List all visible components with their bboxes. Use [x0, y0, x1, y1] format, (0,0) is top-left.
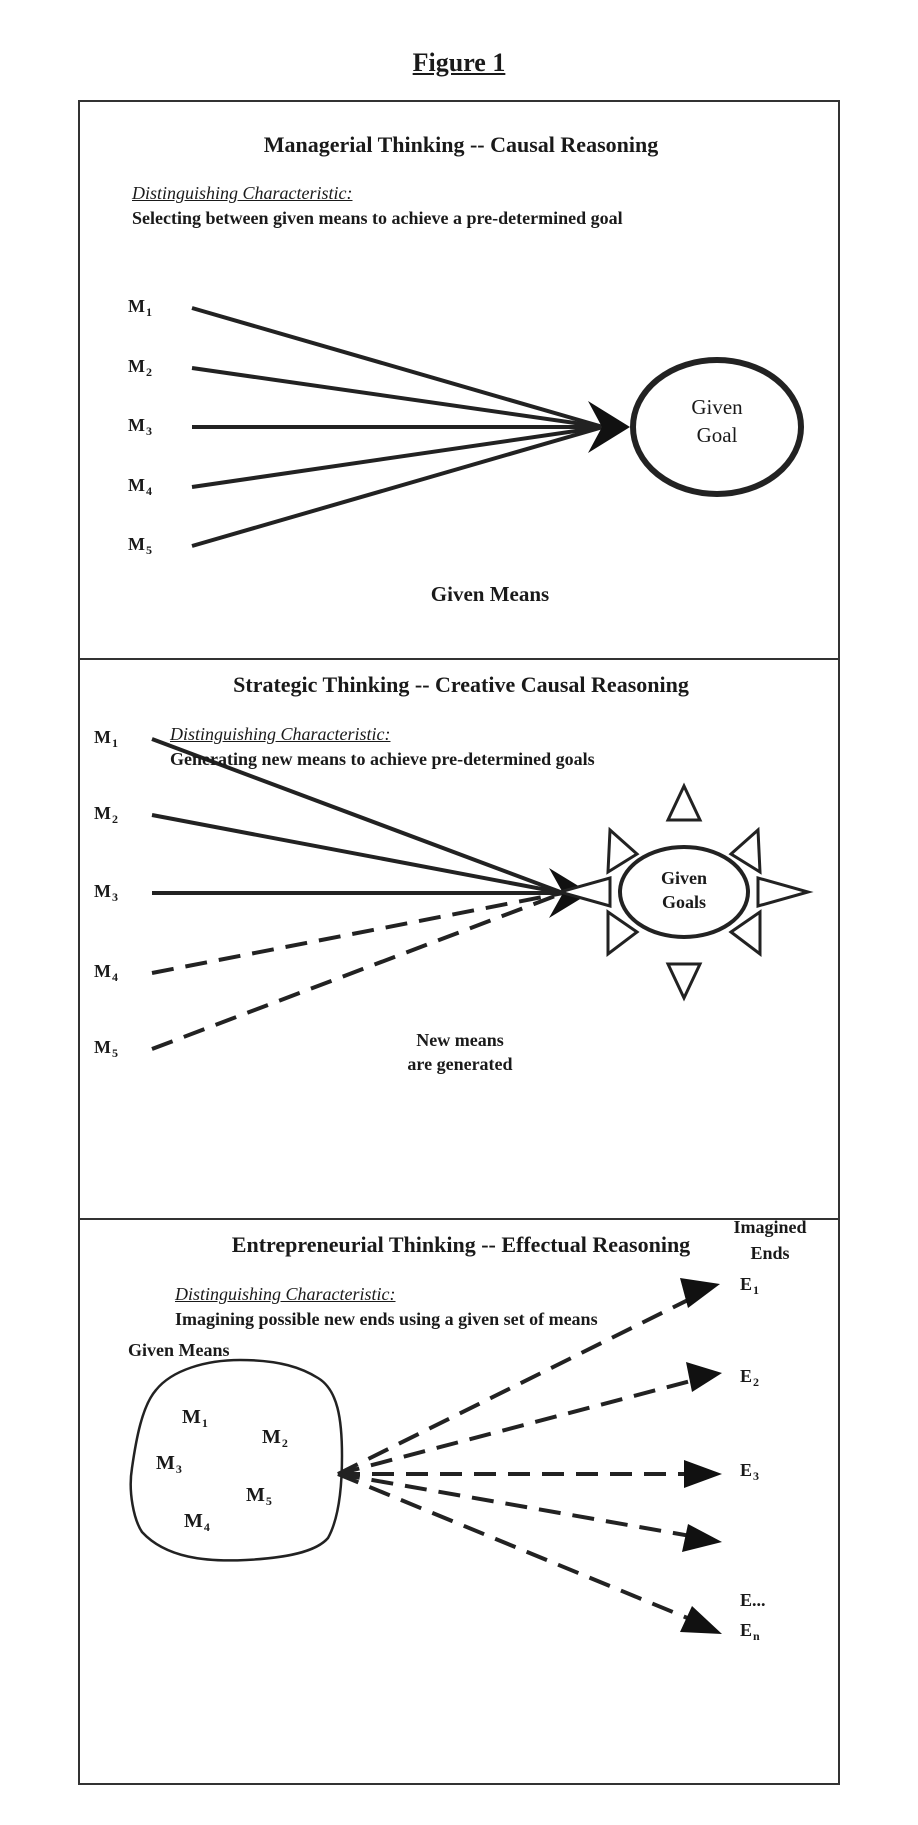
figure-title: Figure 1 — [412, 48, 506, 77]
mean-label-5: $M_5$ — [94, 1037, 118, 1060]
arrow-e4 — [338, 1474, 702, 1538]
arrow-en — [338, 1474, 702, 1624]
arrowheads — [680, 1278, 722, 1634]
arrowhead-e1 — [680, 1278, 720, 1308]
arrowhead-e2 — [686, 1362, 722, 1392]
ray-bottom — [668, 964, 700, 998]
mean-line-2 — [192, 368, 603, 427]
panel-title: Strategic Thinking -- Creative Causal Reasoning — [233, 672, 689, 697]
new-means-caption: New means are generated — [407, 1030, 513, 1074]
end-label-1: $E_1$ — [740, 1274, 760, 1297]
mean-label-3: $M_3$ — [128, 415, 152, 438]
given-means-label: Given Means — [128, 1340, 230, 1360]
arrow-e2 — [338, 1378, 702, 1474]
characteristic-label: Distinguishing Characteristic: — [175, 1284, 396, 1304]
effectual-diagram — [80, 1220, 842, 1787]
goals-label: Given Goals — [660, 868, 707, 912]
ray-top — [668, 786, 700, 820]
characteristic-text: Generating new means to achieve pre-determined goals — [170, 749, 595, 769]
arrowhead-e4 — [682, 1524, 722, 1552]
arrowhead-e3 — [684, 1460, 722, 1488]
goal-label: Given Goal — [691, 395, 743, 447]
mean-line-5 — [192, 427, 603, 546]
characteristic-text: Selecting between given means to achieve a pre-determined goal — [132, 208, 623, 228]
mean-label-2: $M_2$ — [94, 803, 118, 826]
mean-label-5: $M_5$ — [128, 534, 152, 557]
mean-line-1 — [192, 308, 603, 427]
mean-line-2 — [152, 815, 563, 893]
panel-title: Entrepreneurial Thinking -- Effectual Reasoning — [231, 1232, 691, 1257]
mean-label-1: $M_1$ — [128, 296, 152, 319]
arrowhead-en — [680, 1606, 722, 1634]
blob-mean-1: $M_1$ — [182, 1406, 208, 1430]
new-mean-line-4 — [152, 893, 563, 973]
new-mean-line-5 — [152, 893, 563, 1049]
panel-title: Managerial Thinking -- Causal Reasoning — [263, 132, 659, 157]
characteristic-text: Imagining possible new ends using a given set of means — [175, 1309, 598, 1329]
end-label-ellipsis: E... — [740, 1590, 766, 1610]
mean-label-3: $M_3$ — [94, 881, 118, 904]
blob-mean-2: $M_2$ — [262, 1426, 288, 1450]
end-label-3: $E_3$ — [740, 1460, 760, 1483]
entrepreneurial-thinking-panel — [78, 1218, 840, 1785]
strategic-thinking-panel — [78, 658, 840, 1220]
characteristic-label: Distinguishing Characteristic: — [170, 724, 391, 744]
blob-mean-4: $M_4$ — [184, 1510, 210, 1534]
given-means-caption: Given Means — [430, 582, 550, 606]
mean-label-1: $M_1$ — [94, 727, 118, 750]
effect-arrows — [338, 1293, 702, 1624]
ray-right — [758, 878, 808, 906]
blob-mean-5: $M_5$ — [246, 1484, 272, 1508]
mean-line-4 — [192, 427, 603, 487]
mean-label-4: $M_4$ — [128, 475, 152, 498]
imagined-ends-header: Imagined Ends — [733, 1217, 807, 1263]
managerial-thinking-panel — [78, 100, 840, 660]
mean-label-4: $M_4$ — [94, 961, 118, 984]
mean-label-2: $M_2$ — [128, 356, 152, 379]
blob-mean-3: $M_3$ — [156, 1452, 182, 1476]
characteristic-label: Distinguishing Characteristic: — [132, 183, 353, 203]
end-label-n: $E_n$ — [740, 1620, 760, 1643]
end-label-2: $E_2$ — [740, 1366, 760, 1389]
